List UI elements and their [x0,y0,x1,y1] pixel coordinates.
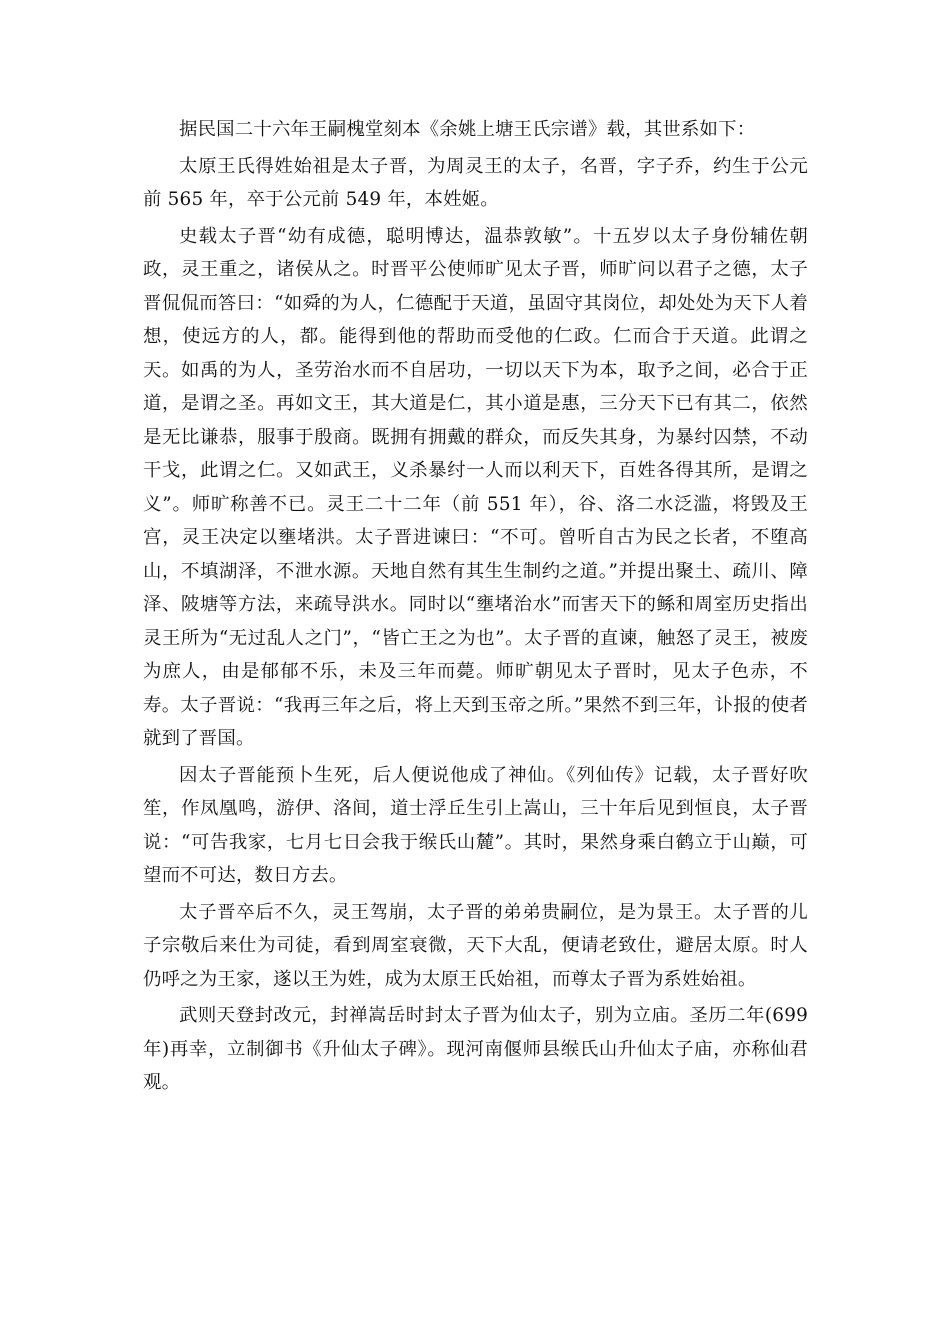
paragraph-immortal: 因太子晋能预卜生死，后人便说他成了神仙。《列仙传》记载，太子晋好吹笙，作凤凰鸣，游伊、洛间，道士浮丘生引上嵩山，三十年后见到恒良，太子晋说：“可告我家，七月七日会我于缑氏山麓”。其时，果然身乘白鹤立于山巅，可望而不可达，数日方去。 [143,764,808,886]
paragraph-ancestor: 太原王氏得姓始祖是太子晋，为周灵王的太子，名晋，字子乔，约生于公元前 565 年，卒于公元前 549 年，本姓姬。 [143,155,808,210]
paragraph-history: 史载太子晋“幼有成德，聪明博达，温恭敦敏”。十五岁以太子身份辅佐朝政，灵王重之，诸侯从之。时晋平公使师旷见太子晋，师旷问以君子之德，太子晋侃侃而答曰：“如舜的为人，仁德配于天道，虽固守其岗位，却处处为天下人着想，使远方的人，都。能得到他的帮助而受他的仁政。仁而合于天道。此谓之天。如禹的为人，圣劳治水而不自居功，一切以天下为本，取予之间，必合于正道，是谓之圣。再如文王，其大道是仁，其小道是惠，三分天下已有其二，依然是无比谦恭，服事于殷商。既拥有拥戴的群众，而反失其身，为暴纣囚禁，不动干戈，此谓之仁。又如武王，义杀暴纣一人而以利天下，百姓各得其所，是谓之义”。师旷称善不已。灵王二十二年（前 551 年），谷、洛二水泛滥，将毁及王宫，灵王决定以壅堵洪。太子晋进谏曰：“不可。曾听自古为民之长者，不堕高山，不填湖泽，不泄水源。天地自然有其生生制约之道。”并提出聚土、疏川、障泽、陂塘等方法，来疏导洪水。同时以“壅堵治水”而害天下的鲧和周室历史指出灵王所为“无过乱人之门”，“皆亡王之为也”。太子晋的直谏，触怒了灵王，被废为庶人，由是郁郁不乐，未及三年而薨。师旷朝见太子晋时，见太子色赤，不寿。太子晋说：“我再三年之后，将上天到玉帝之所。”果然不到三年，讣报的使者就到了晋国。 [143,225,808,749]
paragraph-surname-origin: 太子晋卒后不久，灵王驾崩，太子晋的弟弟贵嗣位，是为景王。太子晋的儿子宗敬后来仕为司徒，看到周室衰微，天下大乱，便请老致仕，避居太原。时人仍呼之为王家，遂以王为姓，成为太原王氏始祖，而尊太子晋为系姓始祖。 [143,901,808,990]
paragraph-intro: 据民国二十六年王嗣槐堂刻本《余姚上塘王氏宗谱》载，其世系如下： [179,119,756,140]
paragraph-wu-zetian: 武则天登封改元，封禅嵩岳时封太子晋为仙太子，别为立庙。圣历二年(699年)再幸，立制御书《升仙太子碑》。现河南偃师县缑氏山升仙太子庙，亦称仙君观。 [143,1005,808,1093]
document-body [143,113,808,1103]
